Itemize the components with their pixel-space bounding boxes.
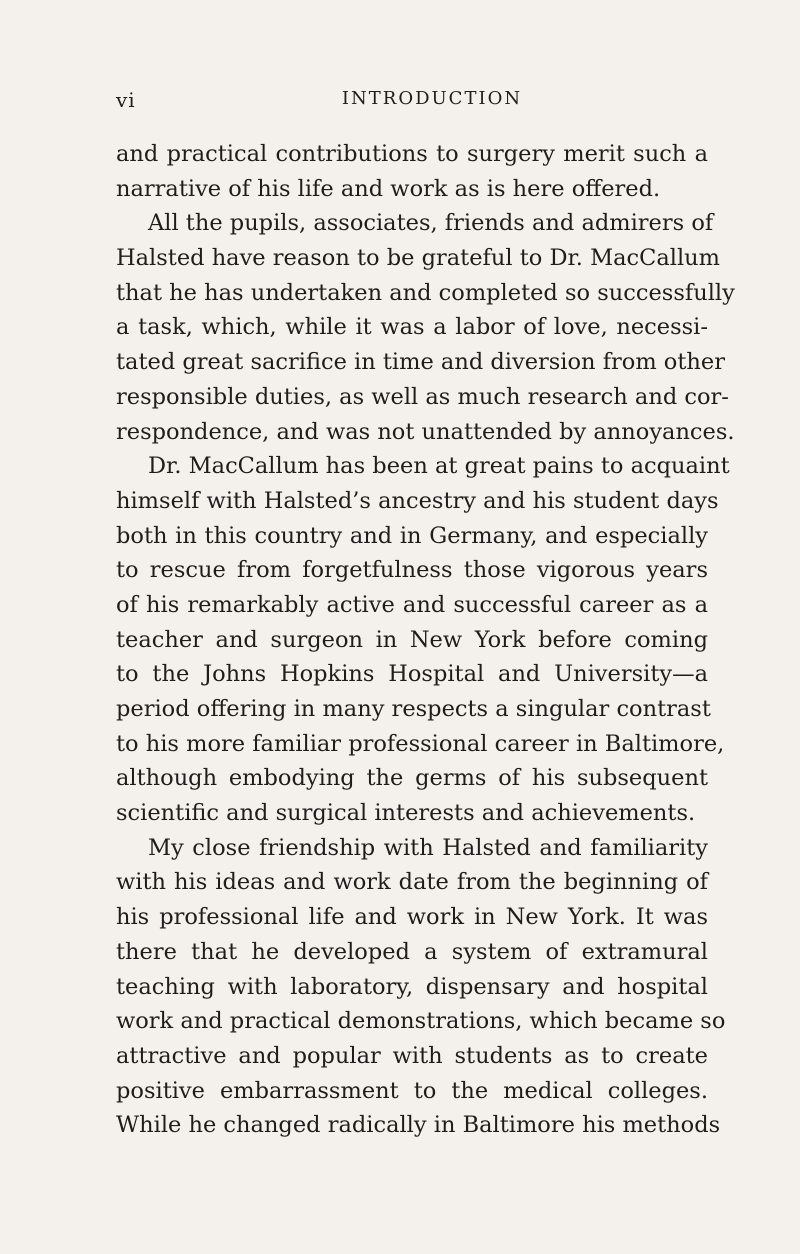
text-line: and practical contributions to surgery merit such a bbox=[116, 141, 708, 167]
text-line: responsible duties, as well as much research and cor- bbox=[116, 383, 729, 410]
text-line: teaching with laboratory, dispensary and hospital bbox=[116, 973, 708, 1000]
text-line: that he has undertaken and completed so successfully bbox=[116, 279, 735, 306]
text-line: respondence, and was not unattended by annoyances. bbox=[116, 418, 735, 445]
text-line: Dr. MacCallum has been at great pains to acquaint bbox=[148, 453, 730, 480]
text-line: of his remarkably active and successful career as a bbox=[116, 591, 708, 618]
text-line: to rescue from forgetfulness those vigorous years bbox=[116, 557, 708, 584]
text-line: tated great sacrifice in time and diversion from other bbox=[116, 349, 725, 376]
text-line: himself with Halsted’s ancestry and his student days bbox=[116, 487, 719, 514]
text-line: work and practical demonstrations, which became so bbox=[116, 1008, 726, 1035]
text-line: My close friendship with Halsted and familiarity bbox=[148, 834, 708, 861]
text-line: narrative of his life and work as is here offered. bbox=[116, 175, 661, 202]
text-line: period offering in many respects a singular contrast bbox=[116, 696, 711, 722]
text-line: teacher and surgeon in New York before coming bbox=[116, 626, 708, 653]
text-line: both in this country and in Germany, and especially bbox=[116, 522, 708, 549]
text-line: attractive and popular with students as to create bbox=[116, 1042, 708, 1069]
text-line: While he changed radically in Baltimore his methods bbox=[116, 1112, 721, 1139]
text-line: a task, which, while it was a labor of love, necessi- bbox=[116, 314, 708, 341]
text-line: to his more familiar professional career in Baltimore, bbox=[116, 730, 725, 757]
text-line: there that he developed a system of extramural bbox=[116, 938, 708, 965]
text-line: Halsted have reason to be grateful to Dr. MacCallum bbox=[116, 245, 720, 272]
running-head bbox=[116, 88, 708, 118]
text-line: with his ideas and work date from the beginning of bbox=[116, 869, 708, 896]
running-title: INTRODUCTION bbox=[341, 88, 523, 109]
text-line: All the pupils, associates, friends and admirers of bbox=[148, 210, 714, 237]
page-number: vi bbox=[116, 88, 136, 112]
text-line: scientific and surgical interests and achievements. bbox=[116, 800, 696, 827]
body-text bbox=[116, 137, 735, 1143]
text-line: although embodying the germs of his subsequent bbox=[116, 765, 708, 792]
text-line: positive embarrassment to the medical colleges. bbox=[116, 1077, 708, 1104]
text-line: his professional life and work in New York. It was bbox=[116, 904, 708, 931]
text-line: to the Johns Hopkins Hospital and University—a bbox=[116, 661, 708, 688]
